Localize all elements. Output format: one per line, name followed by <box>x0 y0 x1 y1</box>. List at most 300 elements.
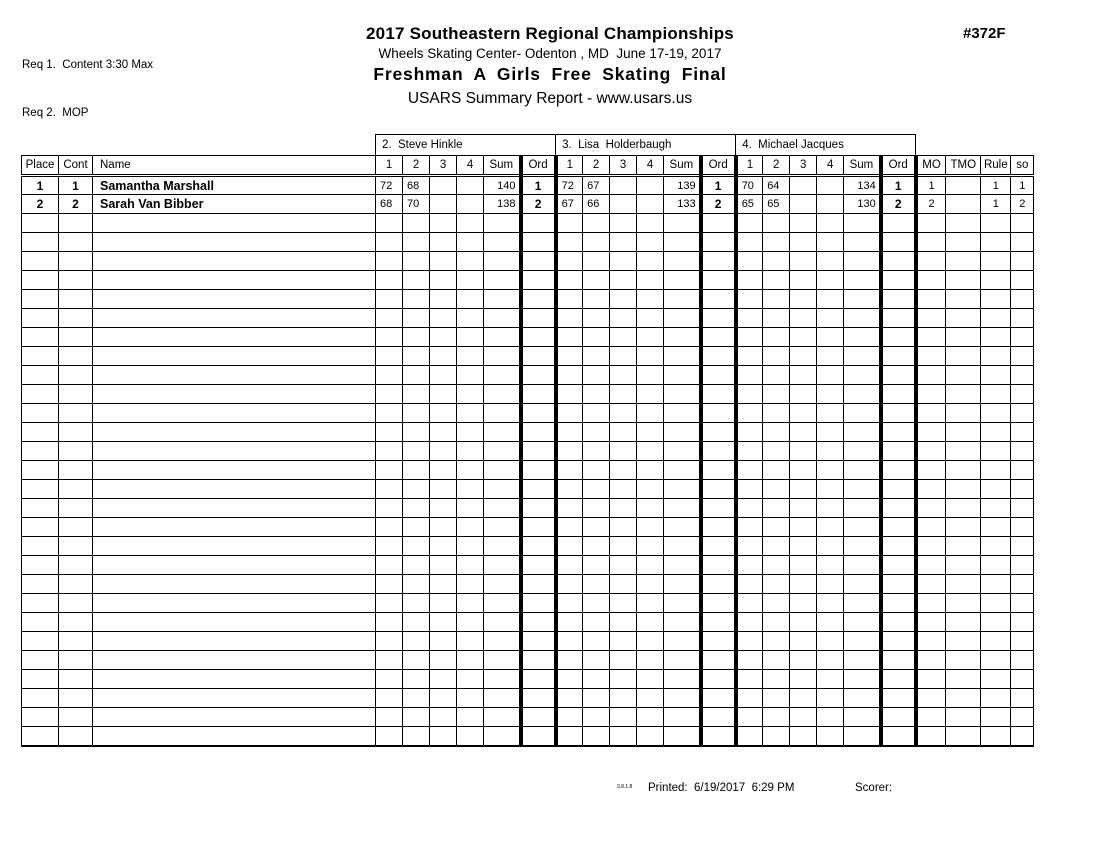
judge-score-cell <box>556 385 583 404</box>
judge-score-cell <box>430 461 457 480</box>
place-cell <box>22 537 59 556</box>
majority-ordinal-cell <box>916 632 946 651</box>
judge-score-cell <box>817 480 844 499</box>
judge-score-cell <box>430 575 457 594</box>
tmo-cell <box>946 575 981 594</box>
judge-score-cell <box>403 309 430 328</box>
contestant-number-cell <box>59 632 93 651</box>
rule-cell <box>981 423 1011 442</box>
judge-score-cell <box>817 328 844 347</box>
empty-row <box>22 480 1034 499</box>
judge-ordinal-cell <box>881 708 916 727</box>
skateoff-cell <box>1011 233 1034 252</box>
rule-cell <box>981 727 1011 746</box>
judge-ordinal-cell <box>881 404 916 423</box>
judge-score-cell <box>583 328 610 347</box>
judge-score-cell <box>610 461 637 480</box>
place-cell <box>22 708 59 727</box>
skateoff-cell <box>1011 442 1034 461</box>
contestant-number-cell <box>59 594 93 613</box>
judge-ordinal-cell <box>521 727 556 746</box>
judge-sum-cell <box>664 366 701 385</box>
judge-score-cell <box>790 670 817 689</box>
contestant-number-cell <box>59 328 93 347</box>
skater-name-cell <box>93 366 376 385</box>
judge-score-cell <box>637 708 664 727</box>
judge-sum-cell <box>484 385 521 404</box>
place-cell <box>22 233 59 252</box>
judge-score-cell <box>610 670 637 689</box>
rule-cell <box>981 499 1011 518</box>
judge-score-cell <box>556 366 583 385</box>
judge-score-cell <box>430 708 457 727</box>
judge-ordinal-cell <box>521 328 556 347</box>
judge-score-cell <box>736 689 763 708</box>
empty-row <box>22 366 1034 385</box>
judge-score-cell <box>763 442 790 461</box>
judge-score-cell <box>790 594 817 613</box>
judge-score-cell <box>556 252 583 271</box>
rule-cell: 1 <box>981 195 1011 214</box>
tmo-cell <box>946 556 981 575</box>
empty-row <box>22 385 1034 404</box>
skateoff-cell <box>1011 651 1034 670</box>
judge-score-cell <box>736 290 763 309</box>
judge-ordinal-cell <box>521 556 556 575</box>
judge-sum-cell <box>664 271 701 290</box>
judge-score-cell <box>736 214 763 233</box>
judge-score-cell <box>790 689 817 708</box>
judge-score-cell <box>457 423 484 442</box>
judge-score-cell <box>763 214 790 233</box>
judge-score-cell <box>637 461 664 480</box>
judge-score-cell <box>817 347 844 366</box>
skater-name-cell <box>93 271 376 290</box>
judge-score-cell <box>403 385 430 404</box>
judge-score-cell <box>637 727 664 746</box>
judge-score-cell <box>376 233 403 252</box>
judge-ordinal-cell <box>521 575 556 594</box>
judge-score-cell <box>430 347 457 366</box>
judge-score-cell <box>583 233 610 252</box>
judge-sum-cell <box>844 442 881 461</box>
majority-ordinal-cell <box>916 651 946 670</box>
judge-score-cell <box>817 461 844 480</box>
judge-score-cell <box>583 347 610 366</box>
venue-line: Wheels Skating Center- Odenton , MD June 17-19, 2017 <box>378 46 722 61</box>
judge-ordinal-cell <box>881 537 916 556</box>
judge-score-cell <box>763 385 790 404</box>
judge-sum-cell <box>484 442 521 461</box>
judge-score-cell <box>403 575 430 594</box>
judge-score-cell <box>736 594 763 613</box>
judge-score-cell <box>583 214 610 233</box>
judge-ordinal-cell <box>521 594 556 613</box>
skateoff-cell <box>1011 670 1034 689</box>
majority-ordinal-cell <box>916 385 946 404</box>
judge-score-cell <box>763 309 790 328</box>
judge-ordinal-cell <box>881 613 916 632</box>
skateoff-cell <box>1011 252 1034 271</box>
judge-score-cell <box>583 423 610 442</box>
judge-sum-cell: 134 <box>844 176 881 195</box>
place-cell <box>22 651 59 670</box>
rule-cell <box>981 708 1011 727</box>
contestant-number-cell: 2 <box>59 195 93 214</box>
judge-score-cell <box>403 594 430 613</box>
tmo-cell <box>946 214 981 233</box>
skateoff-cell <box>1011 385 1034 404</box>
judge-score-cell <box>790 176 817 195</box>
judge-sum-cell <box>484 651 521 670</box>
judge-score-cell <box>457 195 484 214</box>
tmo-cell <box>946 537 981 556</box>
majority-ordinal-cell <box>916 328 946 347</box>
tmo-cell <box>946 594 981 613</box>
judge-sum-cell <box>484 366 521 385</box>
judge-ordinal-cell <box>881 290 916 309</box>
judge-ordinal-cell <box>521 537 556 556</box>
judge-sum-cell <box>484 309 521 328</box>
empty-row <box>22 461 1034 480</box>
rule-cell <box>981 613 1011 632</box>
score-column-header: 2 <box>403 156 430 176</box>
skater-name-cell <box>93 727 376 746</box>
judge-score-cell <box>430 309 457 328</box>
skateoff-column-header: so <box>1011 156 1034 176</box>
judge-sum-cell <box>664 480 701 499</box>
judge-sum-cell <box>484 708 521 727</box>
judge-score-cell <box>430 176 457 195</box>
place-cell <box>22 404 59 423</box>
judge-score-cell <box>610 176 637 195</box>
judge-score-cell <box>736 404 763 423</box>
place-cell <box>22 328 59 347</box>
tmo-cell <box>946 708 981 727</box>
judge-score-cell <box>736 233 763 252</box>
judge-ordinal-cell <box>701 651 736 670</box>
judge-score-cell <box>790 423 817 442</box>
skateoff-cell <box>1011 594 1034 613</box>
rule-cell <box>981 689 1011 708</box>
judge-sum-cell <box>844 727 881 746</box>
score-column-header: 4 <box>817 156 844 176</box>
judge-score-cell <box>736 727 763 746</box>
judge-score-cell <box>817 499 844 518</box>
judge-score-cell <box>763 404 790 423</box>
judge-sum-cell <box>844 556 881 575</box>
judge-ordinal-cell <box>701 670 736 689</box>
skater-name-cell <box>93 575 376 594</box>
contestant-number-cell <box>59 385 93 404</box>
judge-score-cell <box>457 233 484 252</box>
empty-row <box>22 518 1034 537</box>
judge-score-cell <box>376 328 403 347</box>
sum-column-header: Sum <box>844 156 881 176</box>
requirement-line-1: Req 1. Content 3:30 Max <box>22 59 154 71</box>
judge-sum-cell <box>664 537 701 556</box>
judge-score-cell <box>790 404 817 423</box>
judge-score-cell <box>556 290 583 309</box>
majority-ordinal-cell <box>916 214 946 233</box>
judge-score-cell <box>583 594 610 613</box>
empty-row <box>22 708 1034 727</box>
majority-ordinal-cell <box>916 252 946 271</box>
tmo-cell <box>946 233 981 252</box>
contestant-number-cell <box>59 556 93 575</box>
skateoff-cell <box>1011 404 1034 423</box>
judge-score-cell <box>736 347 763 366</box>
place-cell <box>22 689 59 708</box>
majority-ordinal-cell <box>916 537 946 556</box>
judge-score-cell <box>790 214 817 233</box>
judge-ordinal-cell <box>881 670 916 689</box>
skater-name-cell <box>93 594 376 613</box>
place-cell <box>22 271 59 290</box>
judge-sum-cell <box>844 689 881 708</box>
judge-score-cell <box>556 480 583 499</box>
place-cell <box>22 366 59 385</box>
judge-ordinal-cell <box>881 252 916 271</box>
judge-sum-cell <box>664 670 701 689</box>
judge-ordinal-cell <box>701 727 736 746</box>
majority-ordinal-cell <box>916 233 946 252</box>
rule-cell <box>981 271 1011 290</box>
majority-ordinal-cell: 1 <box>916 176 946 195</box>
judge-score-cell <box>763 366 790 385</box>
judge-score-cell <box>403 670 430 689</box>
place-cell <box>22 727 59 746</box>
judge-score-cell <box>763 252 790 271</box>
majority-ordinal-cell <box>916 442 946 461</box>
judge-sum-cell <box>664 613 701 632</box>
judge-ordinal-cell <box>701 499 736 518</box>
judge-score-cell <box>376 347 403 366</box>
score-column-header: 1 <box>736 156 763 176</box>
judge-score-cell <box>637 233 664 252</box>
judge-score-cell <box>817 271 844 290</box>
place-cell <box>22 442 59 461</box>
judge-score-cell <box>457 651 484 670</box>
place-cell <box>22 461 59 480</box>
judge-sum-cell <box>484 347 521 366</box>
judge-ordinal-cell <box>521 708 556 727</box>
tmo-cell <box>946 309 981 328</box>
skateoff-cell <box>1011 575 1034 594</box>
mo-column-header: MO <box>916 156 946 176</box>
judge-ordinal-cell <box>521 233 556 252</box>
judge-score-cell: 64 <box>763 176 790 195</box>
empty-row <box>22 575 1034 594</box>
judge-ordinal-cell <box>881 461 916 480</box>
score-column-header: 3 <box>610 156 637 176</box>
judge-score-cell <box>637 651 664 670</box>
judge-score-cell: 72 <box>376 176 403 195</box>
judge-score-cell <box>637 689 664 708</box>
contestant-number-cell <box>59 309 93 328</box>
judge-score-cell <box>556 537 583 556</box>
judge-ordinal-cell <box>881 727 916 746</box>
judge-sum-cell <box>844 670 881 689</box>
judge-score-cell <box>790 290 817 309</box>
judge-score-cell <box>457 537 484 556</box>
empty-row <box>22 632 1034 651</box>
judge-sum-cell <box>844 708 881 727</box>
skateoff-cell <box>1011 423 1034 442</box>
judge-score-cell <box>763 347 790 366</box>
judge-sum-cell: 130 <box>844 195 881 214</box>
skateoff-cell <box>1011 347 1034 366</box>
place-cell <box>22 518 59 537</box>
judge-score-cell <box>457 594 484 613</box>
skater-name-cell <box>93 214 376 233</box>
contestant-column-header: Cont <box>59 156 93 176</box>
judge-sum-cell <box>484 328 521 347</box>
judge-score-cell <box>376 461 403 480</box>
rule-cell: 1 <box>981 176 1011 195</box>
judge-sum-cell <box>484 594 521 613</box>
score-column-header: 4 <box>637 156 664 176</box>
result-row <box>22 176 1034 195</box>
requirement-line-2: Req 2. MOP <box>22 107 89 119</box>
rule-cell <box>981 651 1011 670</box>
majority-ordinal-cell <box>916 366 946 385</box>
judge-score-cell <box>376 423 403 442</box>
judge-score-cell <box>376 727 403 746</box>
judge-score-cell: 68 <box>376 195 403 214</box>
tmo-cell <box>946 670 981 689</box>
rule-cell <box>981 347 1011 366</box>
judge-ordinal-cell <box>701 271 736 290</box>
judge-ordinal-cell: 2 <box>881 195 916 214</box>
tmo-cell <box>946 632 981 651</box>
judge-ordinal-cell <box>881 556 916 575</box>
judge-score-cell <box>790 461 817 480</box>
majority-ordinal-cell <box>916 404 946 423</box>
majority-ordinal-cell <box>916 423 946 442</box>
skateoff-cell <box>1011 708 1034 727</box>
judge-ordinal-cell <box>521 366 556 385</box>
judge-sum-cell <box>844 499 881 518</box>
judge-score-cell <box>763 727 790 746</box>
judge-sum-cell <box>484 575 521 594</box>
judge-sum-cell <box>664 252 701 271</box>
judge-score-cell <box>637 252 664 271</box>
empty-row <box>22 233 1034 252</box>
tmo-cell <box>946 366 981 385</box>
judge-score-cell <box>556 271 583 290</box>
tmo-cell <box>946 328 981 347</box>
judge-score-cell <box>403 537 430 556</box>
judge-ordinal-cell <box>881 214 916 233</box>
judge-score-cell <box>556 632 583 651</box>
judge-score-cell <box>817 176 844 195</box>
judge-score-cell <box>637 442 664 461</box>
judge-sum-cell <box>484 556 521 575</box>
skater-name-cell <box>93 461 376 480</box>
judge-score-cell <box>556 442 583 461</box>
judge-sum-cell <box>484 290 521 309</box>
judge-ordinal-cell <box>701 708 736 727</box>
contestant-number-cell <box>59 613 93 632</box>
judge-ordinal-cell <box>521 290 556 309</box>
judge-ordinal-cell <box>881 233 916 252</box>
empty-row <box>22 423 1034 442</box>
rule-cell <box>981 404 1011 423</box>
tmo-cell <box>946 404 981 423</box>
judge-ordinal-cell <box>881 689 916 708</box>
rule-cell <box>981 233 1011 252</box>
judge-ordinal-cell <box>881 651 916 670</box>
skateoff-cell <box>1011 271 1034 290</box>
judge-ordinal-cell: 1 <box>521 176 556 195</box>
judge-score-cell <box>430 385 457 404</box>
judge-score-cell <box>376 575 403 594</box>
judge-sum-cell <box>664 727 701 746</box>
judge-score-cell <box>457 518 484 537</box>
judge-score-cell <box>610 233 637 252</box>
judge-score-cell <box>457 461 484 480</box>
judge-score-cell <box>583 632 610 651</box>
skateoff-cell: 2 <box>1011 195 1034 214</box>
rule-cell <box>981 632 1011 651</box>
skateoff-cell <box>1011 689 1034 708</box>
place-cell <box>22 347 59 366</box>
judge-ordinal-cell <box>521 518 556 537</box>
tmo-cell <box>946 461 981 480</box>
judge-sum-cell <box>664 594 701 613</box>
judge-ordinal-cell: 1 <box>701 176 736 195</box>
judge-ordinal-cell: 2 <box>521 195 556 214</box>
judge-score-cell <box>376 499 403 518</box>
judge-score-cell <box>376 271 403 290</box>
judge-score-cell <box>457 347 484 366</box>
skateoff-cell <box>1011 461 1034 480</box>
judge-score-cell <box>583 309 610 328</box>
rule-cell <box>981 575 1011 594</box>
skater-name-cell: Sarah Van Bibber <box>93 195 376 214</box>
judge-score-cell <box>403 480 430 499</box>
judge-score-cell <box>736 499 763 518</box>
judge-score-cell <box>556 309 583 328</box>
tmo-cell <box>946 499 981 518</box>
judge-score-cell <box>403 404 430 423</box>
contestant-number-cell <box>59 670 93 689</box>
judge-ordinal-cell <box>521 385 556 404</box>
judge-score-cell <box>430 252 457 271</box>
judge-sum-cell <box>664 309 701 328</box>
judge-header-2: 3. Lisa Holderbaugh <box>556 135 736 156</box>
judge-score-cell <box>736 556 763 575</box>
judge-score-cell <box>583 499 610 518</box>
judge-score-cell <box>430 518 457 537</box>
judge-sum-cell <box>664 290 701 309</box>
judge-score-cell <box>736 366 763 385</box>
judge-score-cell <box>376 480 403 499</box>
judge-score-cell <box>763 556 790 575</box>
judge-score-cell <box>763 689 790 708</box>
judge-score-cell <box>403 290 430 309</box>
judge-ordinal-cell <box>881 632 916 651</box>
judge-sum-cell <box>484 461 521 480</box>
judge-ordinal-cell <box>701 252 736 271</box>
judge-score-cell <box>610 442 637 461</box>
judge-score-cell <box>583 575 610 594</box>
empty-row <box>22 670 1034 689</box>
score-column-header: 1 <box>556 156 583 176</box>
empty-row <box>22 594 1034 613</box>
tmo-cell <box>946 271 981 290</box>
